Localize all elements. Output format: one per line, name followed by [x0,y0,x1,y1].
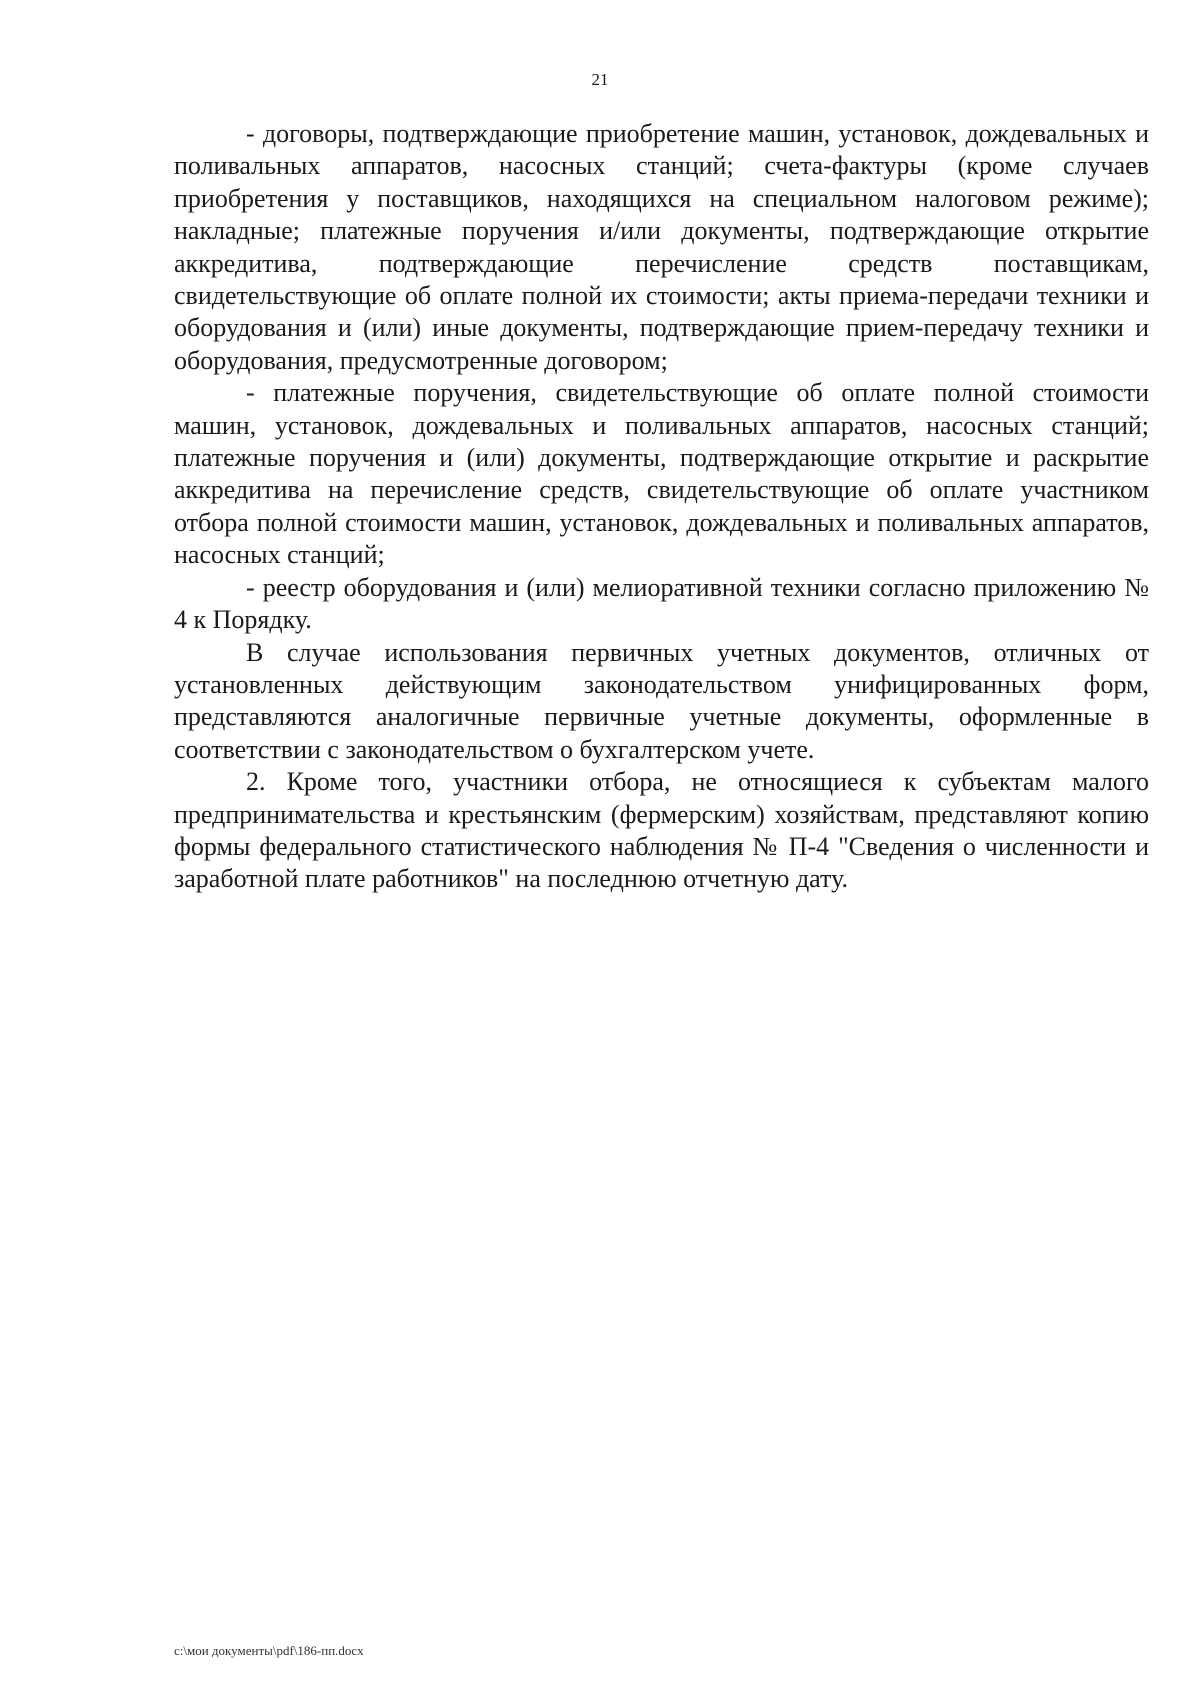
paragraph-statistical-form: 2. Кроме того, участники отбора, не относящиеся к субъектам малого предпринимательства и крестьянским (фермерским) хозяйствам, представляют копию формы федерального статистического наблюдения № П-4 "Сведения о численности и заработной плате работников" на последнюю отчетную дату. [174,767,1149,894]
paragraph-primary-documents: В случае использования первичных учетных документов, отличных от установленных действующим законодательством унифицированных форм, представляются аналогичные первичные учетные документы, оформленные в соответствии с законодательством о бухгалтерском учете. [174,637,1149,764]
paragraph-equipment-registry: - реестр оборудования и (или) мелиоративной техники согласно приложению № 4 к Порядку. [174,572,1149,635]
footer-file-path: c:\мои документы\pdf\186-пп.docx [174,1643,364,1658]
paragraph-documents-contracts: - договоры, подтверждающие приобретение машин, установок, дождевальных и поливальных аппаратов, насосных станций; счета-фактуры (кроме случаев приобретения у поставщиков, находящихся на специальном налоговом режиме); накладные; платежные поручения и/или документы, подтверждающие открытие аккредитива, подтверждающие перечисление средств поставщикам, свидетельствующие об оплате полной их стоимости; акты приема-передачи техники и оборудования и (или) иные документы, подтверждающие прием-передачу техники и оборудования, предусмотренные договором; [174,119,1149,375]
document-body [174,118,1149,896]
paragraph-payment-orders: - платежные поручения, свидетельствующие об оплате полной стоимости машин, установок, дождевальных и поливальных аппаратов, насосных станций; платежные поручения и (или) документы, подтверждающие открытие и раскрытие аккредитива на перечисление средств, свидетельствующие об оплате участником отбора полной стоимости машин, установок, дождевальных и поливальных аппаратов, насосных станций; [174,378,1149,570]
page-number: 21 [591,70,609,89]
